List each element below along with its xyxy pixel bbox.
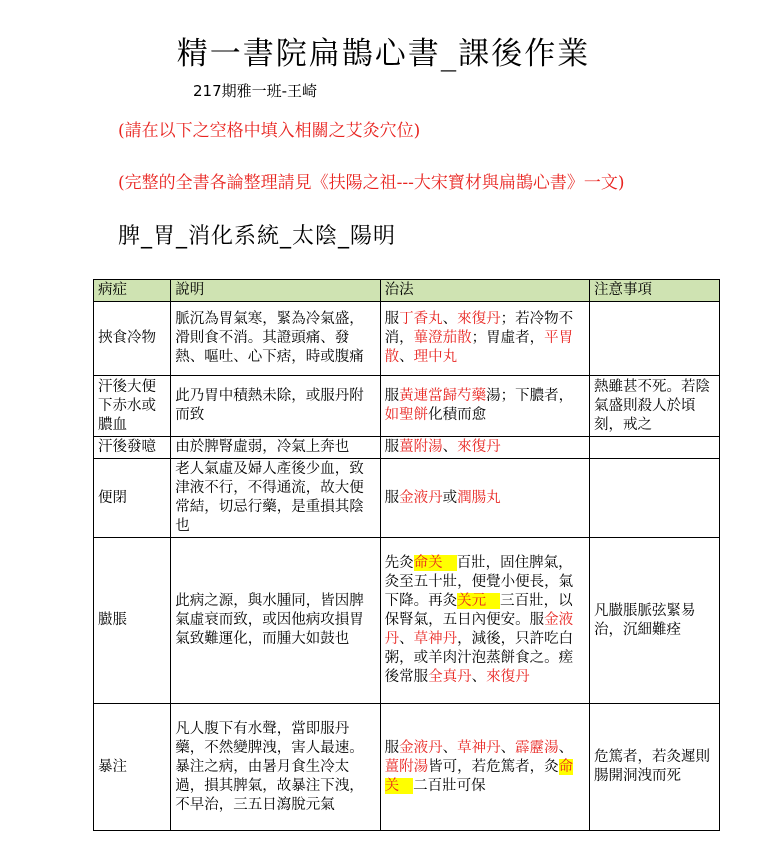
symptom-cell: 挾食冷物 [94,302,171,376]
treatment-cell [380,459,589,538]
remedy-name: 丁香丸 [399,311,443,327]
treatment-text: 、 [558,739,574,756]
remedy-name: 如聖餅 [384,407,429,423]
symptom-cell: 臌脹 [94,538,171,704]
remedy-name: 薑附湯 [384,758,429,775]
treatment-text: 化積而愈 [428,407,487,423]
notes-cell: 危篤者，若灸遲則腸開洞洩而死 [590,704,720,831]
remedy-name: 薑附湯 [399,439,443,455]
treatment-text: 百壯，固住脾氣，灸至五十壯，便覺小便長，氣下降。再灸 [384,555,574,609]
treatment-text: 、 [500,739,516,756]
treatment-table [93,279,720,831]
treatment-text: 、 [442,739,458,756]
remedy-name: 草神丹 [457,739,501,756]
treatment-text: 服 [384,739,400,756]
document-title: 精一書院扁鵲心書_課後作業 [176,36,591,72]
treatment-text: 、 [442,311,458,327]
symptom-cell: 便閉 [94,459,171,538]
treatment-cell [380,704,589,831]
notes-cell [590,459,720,538]
header-treatment: 治法 [380,280,589,302]
treatment-cell [380,302,589,376]
acupoint-highlight: 命关 [414,555,457,571]
reference-note: (完整的全書各論整理請見《扶陽之祖---大宋寶材與扁鵲心書》一文) [118,173,625,193]
treatment-text: 服 [384,311,400,327]
remedy-name: 來復丹 [486,669,530,685]
remedy-name: 全真丹 [428,669,472,685]
author-line: 217期雅一班-王崎 [193,82,318,100]
treatment-text: 三百壯，以保腎氣，五日內便安。服 [384,593,573,628]
treatment-cell [380,437,589,459]
section-heading: 脾_胃_消化系統_太陰_陽明 [118,224,397,249]
description-cell: 由於脾腎虛弱，冷氣上奔也 [171,437,380,459]
treatment-text: 服 [384,439,400,455]
remedy-name: 來復丹 [457,439,501,455]
remedy-name: 金液丹 [399,489,443,506]
treatment-text: 、 [471,669,487,685]
symptom-cell: 汗後發噫 [94,437,171,459]
header-symptom: 病症 [94,280,171,302]
remedy-name: 黃連當歸芍藥 [399,388,487,404]
table-header-row [94,280,720,302]
remedy-name: 平胃散 [384,330,574,365]
symptom-cell: 暴注 [94,704,171,831]
treatment-text: 先灸 [384,555,414,571]
remedy-name: 金液丹 [384,612,574,647]
table-row [94,459,720,538]
treatment-text: 服 [384,388,400,404]
treatment-text: ；若冷物不消， [384,311,574,346]
treatment-text: 、 [442,439,458,455]
treatment-cell [380,538,589,704]
remedy-name: 理中丸 [413,349,458,365]
table-row [94,302,720,376]
treatment-text: 、 [399,631,414,647]
treatment-text: 皆可，若危篤者，灸 [428,758,559,775]
notes-cell [590,302,720,376]
treatment-text: 湯；下膿者， [486,388,574,404]
treatment-text: ；胃虛者， [471,330,545,346]
table-row [94,704,720,831]
instruction-note: (請在以下之空格中填入相關之艾灸穴位) [118,121,421,141]
remedy-name: 蓽澄茄散 [413,330,472,346]
description-cell: 此病之源，與水腫同，皆因脾氣虛衰而致，或因他病攻損胃氣致難運化，而腫大如鼓也 [171,538,380,704]
remedy-name: 來復丹 [457,311,501,327]
remedy-name: 草神丹 [413,631,458,647]
treatment-text: 二百壯可保 [413,777,486,794]
treatment-text: 服 [384,489,400,506]
header-notes: 注意事項 [590,280,720,302]
table-row [94,538,720,704]
description-cell: 老人氣虛及婦人產後少血，致津液不行，不得通流，故大便常結，切忌行藥，是重損其陰也 [171,459,380,538]
header-description: 說明 [171,280,380,302]
notes-cell [590,437,720,459]
description-cell: 凡人腹下有水聲，當即服丹藥，不然變脾洩，害人最速。暴注之病，由暑月食生冷太過，損其脾氣，故暴注下洩，不早治，三五日瀉脫元氣 [171,704,380,831]
description-cell: 脈沉為胃氣寒，緊為冷氣盛，滑則食不消。其證頭痛、發熱、嘔吐、心下痞，時或腹痛 [171,302,380,376]
treatment-text: ，減後，只許吃白粥，或羊肉汁泡蒸餅食之。瘥後常服 [384,631,574,685]
acupoint-highlight: 关元 [457,593,500,609]
notes-cell: 凡臌脹脈弦緊易治，沉細難痊 [590,538,720,704]
symptom-cell: 汗後大便下赤水或膿血 [94,376,171,437]
notes-cell: 熱雖甚不死。若陰氣盛則殺人於頃刻，戒之 [590,376,720,437]
remedy-name: 潤腸丸 [457,489,501,506]
description-cell: 此乃胃中積熱未除，或服丹附而致 [171,376,380,437]
table-row [94,376,720,437]
treatment-text: 、 [399,349,414,365]
remedy-name: 金液丹 [399,739,443,756]
table-row [94,437,720,459]
remedy-name: 霹靂湯 [515,739,559,756]
acupoint-highlight: 命关 [384,758,574,794]
treatment-cell [380,376,589,437]
treatment-text: 或 [442,489,458,506]
